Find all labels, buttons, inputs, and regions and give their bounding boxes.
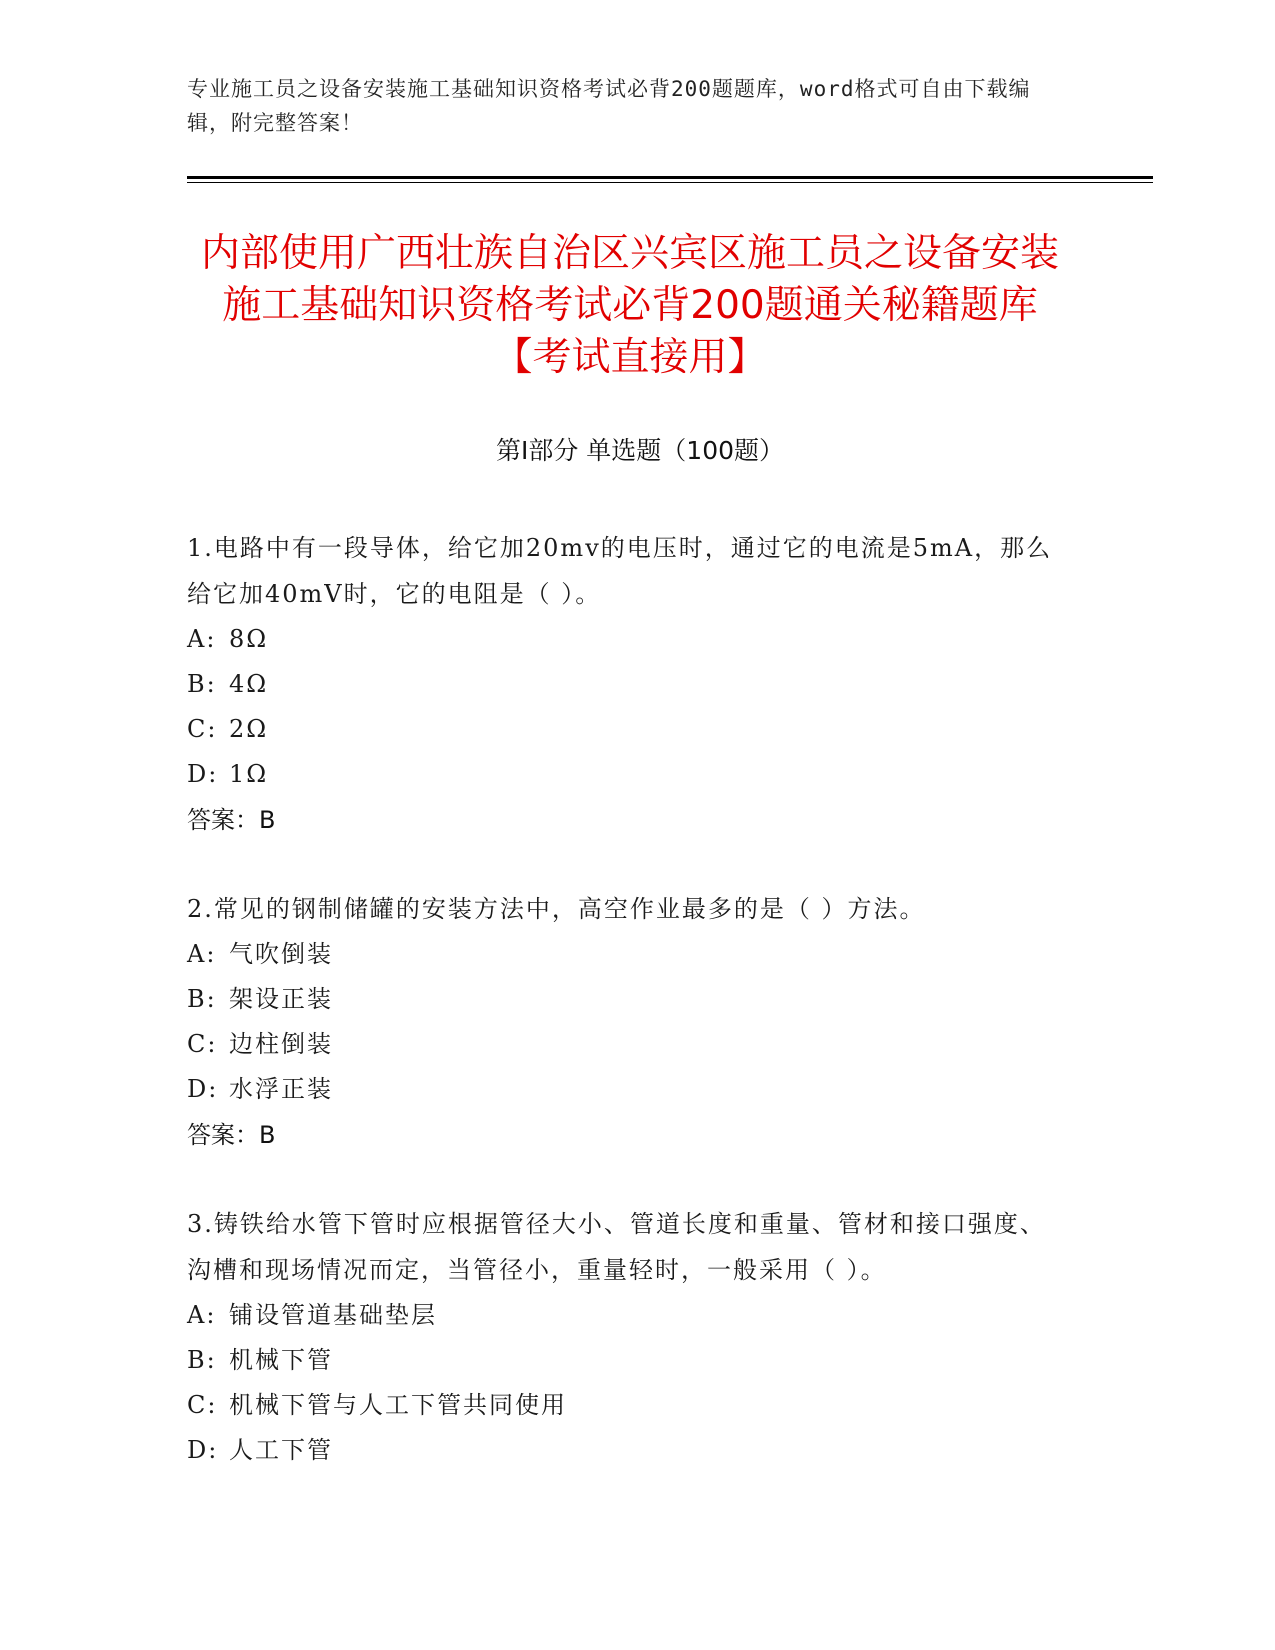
option-key: B: xyxy=(187,670,217,698)
document-title: 内部使用广西壮族自治区兴宾区施工员之设备安装施工基础知识资格考试必背200题通关秘籍题库【考试直接用】 xyxy=(200,231,1059,380)
option-text: 机械下管与人工下管共同使用 xyxy=(229,1391,567,1419)
option-key: D: xyxy=(187,760,219,788)
option-key: D: xyxy=(187,1075,219,1103)
option-key: C: xyxy=(187,1030,218,1058)
question-2 xyxy=(187,886,1067,1158)
section-heading: 第I部分 单选题（100题） xyxy=(495,436,785,465)
option-b xyxy=(187,662,1067,707)
question-stem: 3.铸铁给水管下管时应根据管径大小、管道长度和重量、管材和接口强度、沟槽和现场情况而定，当管径小，重量轻时，一般采用（ ）。 xyxy=(187,1210,1046,1284)
option-text: 边柱倒装 xyxy=(229,1030,333,1058)
option-key: C: xyxy=(187,1391,218,1419)
option-text: 气吹倒装 xyxy=(229,940,333,968)
header-divider-thick xyxy=(187,176,1153,179)
option-key: A: xyxy=(187,1301,217,1329)
option-c xyxy=(187,707,1067,752)
option-b xyxy=(187,977,1067,1022)
option-text: 机械下管 xyxy=(229,1346,333,1374)
option-text: 1Ω xyxy=(229,760,269,788)
option-a xyxy=(187,1293,1067,1338)
header-note: 专业施工员之设备安装施工基础知识资格考试必背200题题库，word格式可自由下载编辑，附完整答案！ xyxy=(187,77,1031,135)
option-key: A: xyxy=(187,625,217,653)
question-3 xyxy=(187,1201,1067,1473)
option-key: C: xyxy=(187,715,218,743)
option-d xyxy=(187,1428,1067,1473)
option-key: B: xyxy=(187,1346,217,1374)
option-text: 铺设管道基础垫层 xyxy=(229,1301,437,1329)
option-key: A: xyxy=(187,940,217,968)
option-text: 架设正装 xyxy=(229,985,333,1013)
option-key: B: xyxy=(187,985,217,1013)
option-a xyxy=(187,617,1067,662)
option-text: 4Ω xyxy=(229,670,269,698)
question-stem: 2.常见的钢制储罐的安装方法中，高空作业最多的是（ ）方法。 xyxy=(187,895,926,923)
header-divider-thin xyxy=(187,182,1153,183)
question-stem: 1.电路中有一段导体，给它加20mv的电压时，通过它的电流是5mA，那么给它加40mV时，它的电阻是（ ）。 xyxy=(187,534,1053,608)
option-text: 人工下管 xyxy=(229,1436,333,1464)
question-1 xyxy=(187,525,1067,843)
option-a xyxy=(187,932,1067,977)
option-b xyxy=(187,1338,1067,1383)
answer-line: 答案：B xyxy=(187,806,276,834)
option-text: 2Ω xyxy=(229,715,269,743)
option-c xyxy=(187,1383,1067,1428)
option-c xyxy=(187,1022,1067,1067)
option-d xyxy=(187,752,1067,797)
answer-line: 答案：B xyxy=(187,1121,276,1149)
option-text: 水浮正装 xyxy=(229,1075,333,1103)
option-d xyxy=(187,1067,1067,1112)
option-text: 8Ω xyxy=(229,625,269,653)
option-key: D: xyxy=(187,1436,219,1464)
question-list xyxy=(187,525,1067,1516)
